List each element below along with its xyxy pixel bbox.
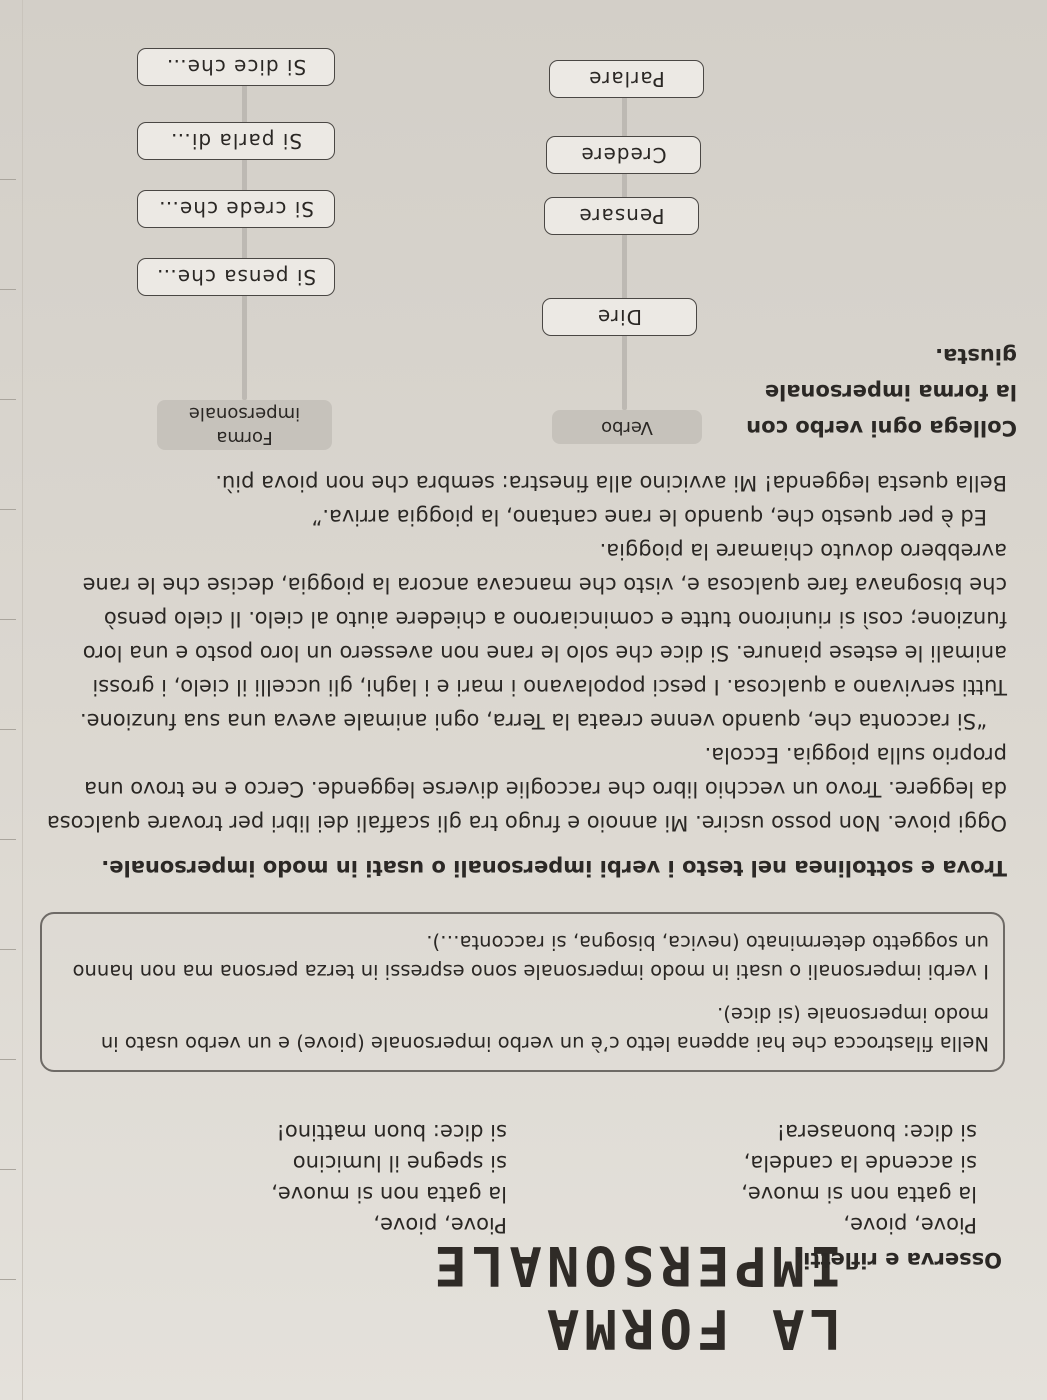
story-line: proprio sulla pioggia. Eccola. [704, 743, 1007, 767]
instruction-line: Collega ogni verbo con [746, 416, 1017, 440]
ruled-line [0, 1059, 16, 1060]
poem-line: si dice: buon mattino! [276, 1120, 507, 1144]
ruled-line [0, 619, 16, 620]
story-text [17, 466, 1007, 840]
ruled-line [0, 1169, 16, 1170]
poem-line: la gatta non si muove, [271, 1182, 507, 1206]
instruction-line: la forma impersonale [764, 380, 1017, 404]
story-line: “Si racconta che, quando venne creata la Terra, ogni animale aveva una sua funzione. [79, 709, 987, 733]
info-box [40, 912, 1005, 1072]
poem-line: si dice: buonasera! [776, 1120, 977, 1144]
info-paragraph: I verbi impersonali o usati in modo impersonale sono espressi in terza persona ma non hanno un soggetto determinato (nevica, bisogna, si racconta…). [72, 931, 989, 983]
verb-pill[interactable]: Credere [546, 136, 701, 174]
story-line: Oggi piove. Non posso uscire. Mi annoio e frugo tra gli scaffali dei libri per trovare qualcosa [46, 811, 1007, 835]
story-line: funzione; così si riunirono tutte e cominciarono a chiedere aiuto al cielo. Il cielo pensò [103, 607, 1007, 631]
verb-pill[interactable]: Pensare [544, 197, 699, 235]
info-paragraph: Nella filastrocca che hai appena letto c’è un verbo impersonale (piove) e un verbo usato in modo impersonale (si dice). [100, 1003, 989, 1055]
verb-pill[interactable]: Dire [542, 298, 697, 336]
observe-heading: Osserva e rifletti. [795, 1248, 1002, 1272]
instruction-line: giusta. [935, 344, 1017, 368]
ruled-line [0, 179, 16, 180]
ruled-line [0, 509, 16, 510]
ruled-line [0, 949, 16, 950]
story-line: Bella questa leggenda! Mi avvicino alla finestra: sembra che non piova più. [215, 471, 1007, 495]
poem-left [741, 1116, 977, 1240]
form-pill[interactable]: Si pensa che… [137, 258, 335, 296]
column-header-verb: Verbo [552, 410, 702, 444]
ruled-line [0, 729, 16, 730]
ruled-line [0, 399, 16, 400]
column-header-form: Forma impersonale [157, 400, 332, 450]
poem-right [271, 1116, 507, 1240]
story-line: Ed è per questo che, quando le rane cantano, la pioggia arriva.” [311, 505, 987, 529]
ruled-line [0, 289, 16, 290]
form-pill[interactable]: Si parla di… [137, 122, 335, 160]
form-pill[interactable]: Si crede che… [137, 190, 335, 228]
poem-line: si accende la candela, [743, 1151, 977, 1175]
verb-pill[interactable]: Parlare [549, 60, 704, 98]
ruled-line [0, 839, 16, 840]
story-line: che bisognava fare qualcosa e, visto che mancava ancora la pioggia, decise che le rane [82, 573, 1007, 597]
form-pill[interactable]: Si dice che… [137, 48, 335, 86]
story-line: avrebbero dovuto chiamare la pioggia. [599, 539, 1007, 563]
story-line: da leggere. Trovo un vecchio libro che raccoglie diverse leggende. Cerco e ne trovo una [84, 777, 1007, 801]
form-column-guide [242, 65, 247, 400]
story-line: animali le estese pianure. Si dice che solo le rane non avessero un loro posto e una loro [82, 641, 1007, 665]
story-line: Tutti servivano a qualcosa. I pesci popolavano i mari e i laghi, gli uccelli il cielo, i grossi [92, 675, 1007, 699]
ruled-line [0, 1279, 16, 1280]
exercise1-instruction: Trova e sottolinea nel testo i verbi impersonali o usati in modo impersonale. [101, 856, 1007, 880]
page-title: LA FORMA IMPERSONALE [429, 1234, 842, 1360]
poem-line: si spegne il lumicino [292, 1151, 507, 1175]
poem-line: la gatta non si muove, [741, 1182, 977, 1206]
verb-column-guide [622, 65, 627, 410]
exercise2-instruction [746, 338, 1017, 446]
poem-line: Piove, piove, [843, 1213, 977, 1237]
poem-line: Piove, piove, [373, 1213, 507, 1237]
